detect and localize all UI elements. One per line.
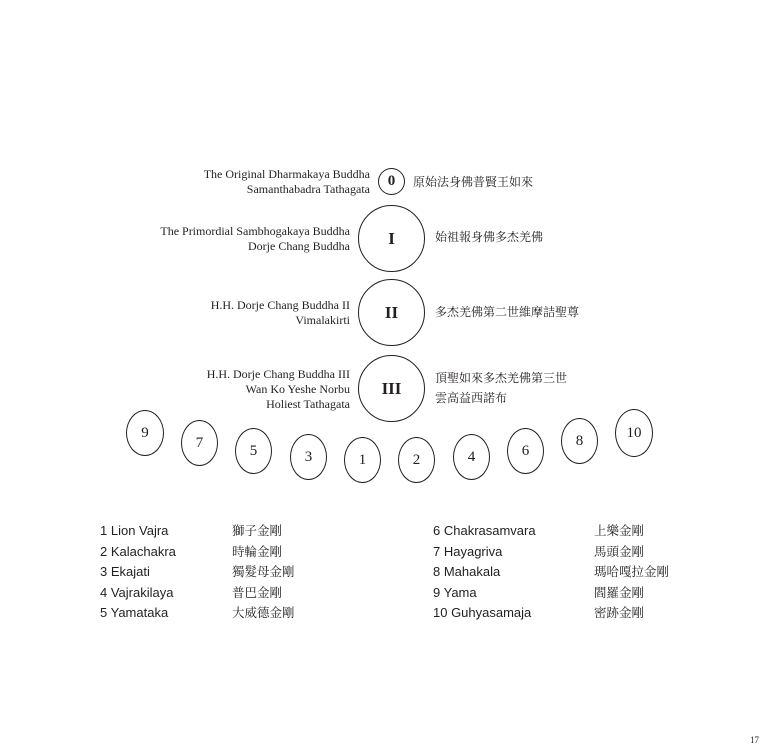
lineage-zh-1: 始祖報身佛多杰羌佛 (435, 230, 544, 244)
legend-left-zh: 獅子金剛 時輪金剛 獨髮母金剛 普巴金剛 大威德金剛 (232, 523, 295, 620)
page-number: 17 (750, 735, 759, 745)
legend-left-en (100, 521, 176, 624)
lineage-en-1: The Primordial Sambhogakaya Buddha Dorje Chang Buddha (160, 224, 350, 253)
legend-item-8: 8 Mahakala (433, 564, 501, 579)
lineage-zh-3: 頂聖如來多杰羌佛第三世 雲高益西諾布 (435, 371, 568, 405)
lineage-en-2: H.H. Dorje Chang Buddha II Vimalakirti (210, 298, 350, 327)
vajra-circle-5: 5 (235, 428, 272, 474)
legend-right-zh: 上樂金剛 馬頭金剛 瑪哈嘎拉金剛 閻羅金剛 密跡金剛 (594, 523, 670, 620)
lineage-en-0: The Original Dharmakaya Buddha Samanthabadra Tathagata (203, 167, 370, 196)
legend-item-6: 6 Chakrasamvara (433, 523, 536, 538)
lineage-mark-0: 0 (387, 173, 396, 189)
legend-item-1: 1 Lion Vajra (100, 523, 169, 538)
vajra-circle-3: 3 (290, 434, 327, 480)
lineage-zh-2: 多杰羌佛第二世維摩詰聖尊 (435, 305, 580, 319)
legend-item-2: 2 Kalachakra (100, 543, 176, 559)
lineage-mark-2: II (384, 302, 399, 322)
vajra-circle-2: 2 (398, 437, 435, 483)
legend-item-4: 4 Vajrakilaya (100, 584, 174, 600)
legend-item-10: 10 Guhyasamaja (433, 605, 532, 620)
legend-item-5: 5 Yamataka (100, 605, 169, 620)
lineage-mark-3: III (381, 378, 402, 398)
vajra-circle-7: 7 (181, 420, 218, 466)
vajra-circle-6: 6 (507, 428, 544, 474)
legend-item-7: 7 Hayagriva (433, 543, 503, 559)
legend-item-3: 3 Ekajati (100, 564, 150, 579)
vajra-circle-9: 9 (126, 410, 164, 456)
lineage-circle-3 (358, 355, 425, 422)
lineage-mark-1: I (388, 228, 395, 248)
legend-right-en (433, 521, 536, 624)
lineage-circle-0 (378, 168, 405, 195)
lineage-zh-0: 原始法身佛普賢王如來 (413, 175, 534, 189)
vajra-circle-4: 4 (453, 434, 490, 480)
legend-item-9: 9 Yama (433, 584, 477, 600)
lineage-circle-2 (358, 279, 425, 346)
lineage-circle-1 (358, 205, 425, 272)
vajra-circle-1: 1 (344, 437, 381, 483)
vajra-circle-8: 8 (561, 418, 598, 464)
lineage-en-3: H.H. Dorje Chang Buddha III Wan Ko Yeshe Norbu Holiest Tathagata (206, 367, 350, 411)
vajra-circle-10: 10 (615, 409, 653, 457)
